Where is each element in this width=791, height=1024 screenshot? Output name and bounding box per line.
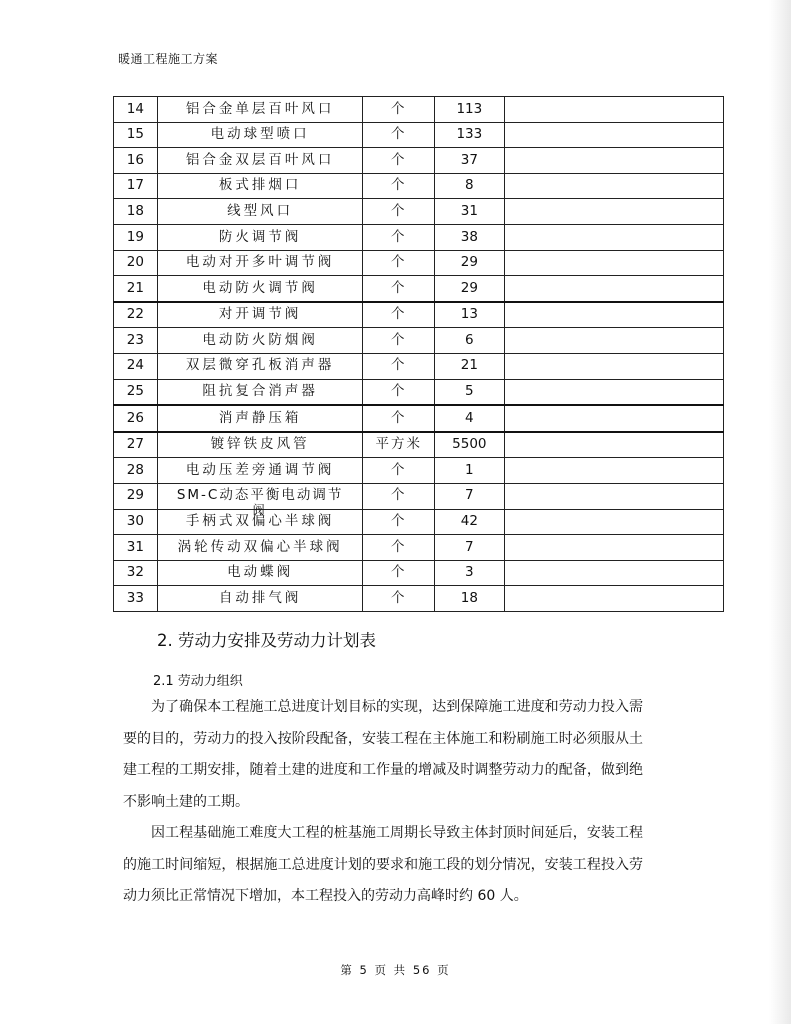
item-number-cell: 25 bbox=[114, 379, 158, 405]
item-remark-cell bbox=[504, 483, 723, 509]
item-quantity-cell: 4 bbox=[434, 405, 504, 432]
item-quantity-cell: 3 bbox=[434, 560, 504, 586]
table-row bbox=[114, 250, 724, 276]
item-number-cell: 30 bbox=[114, 509, 158, 535]
item-remark-cell bbox=[504, 302, 723, 328]
item-quantity-cell: 38 bbox=[434, 224, 504, 250]
item-name-cell: 防火调节阀 bbox=[157, 224, 363, 250]
item-number-cell: 18 bbox=[114, 199, 158, 225]
page-number-footer: 第 5 页 共 56 页 bbox=[340, 963, 451, 977]
item-number-cell: 26 bbox=[114, 405, 158, 432]
item-unit-cell: 个 bbox=[363, 250, 435, 276]
item-unit-cell: 个 bbox=[363, 148, 435, 174]
item-number-cell: 17 bbox=[114, 173, 158, 199]
item-unit-cell: 个 bbox=[363, 586, 435, 612]
equipment-quantity-table bbox=[113, 96, 724, 612]
item-remark-cell bbox=[504, 458, 723, 484]
section-title: 2. 劳动力安排及劳动力计划表 bbox=[157, 631, 376, 650]
item-unit-cell: 个 bbox=[363, 483, 435, 509]
item-name-cell: 板式排烟口 bbox=[157, 173, 363, 199]
item-remark-cell bbox=[504, 405, 723, 432]
item-unit-cell: 个 bbox=[363, 97, 435, 123]
item-name-cell: 镀锌铁皮风管 bbox=[157, 432, 363, 458]
item-quantity-cell: 29 bbox=[434, 250, 504, 276]
item-remark-cell bbox=[504, 328, 723, 354]
table-row bbox=[114, 379, 724, 405]
table-row bbox=[114, 302, 724, 328]
item-name-cell: 消声静压箱 bbox=[157, 405, 363, 432]
item-unit-cell: 个 bbox=[363, 353, 435, 379]
item-remark-cell bbox=[504, 379, 723, 405]
item-name-cell: 手柄式双偏心半球阀 bbox=[157, 509, 363, 535]
item-unit-cell: 个 bbox=[363, 199, 435, 225]
item-number-cell: 16 bbox=[114, 148, 158, 174]
item-remark-cell bbox=[504, 353, 723, 379]
table-row bbox=[114, 458, 724, 484]
item-name-cell: 双层微穿孔板消声器 bbox=[157, 353, 363, 379]
item-name-cell: 电动对开多叶调节阀 bbox=[157, 250, 363, 276]
item-remark-cell bbox=[504, 224, 723, 250]
item-unit-cell: 个 bbox=[363, 405, 435, 432]
table-row bbox=[114, 535, 724, 561]
item-quantity-cell: 8 bbox=[434, 173, 504, 199]
item-number-cell: 27 bbox=[114, 432, 158, 458]
table-row bbox=[114, 328, 724, 354]
item-remark-cell bbox=[504, 432, 723, 458]
item-remark-cell bbox=[504, 509, 723, 535]
item-unit-cell: 平方米 bbox=[363, 432, 435, 458]
item-quantity-cell: 7 bbox=[434, 483, 504, 509]
table-row bbox=[114, 432, 724, 458]
item-number-cell: 20 bbox=[114, 250, 158, 276]
item-name-cell: 电动压差旁通调节阀 bbox=[157, 458, 363, 484]
table-row bbox=[114, 586, 724, 612]
item-name-cell: 电动防火防烟阀 bbox=[157, 328, 363, 354]
item-quantity-cell: 1 bbox=[434, 458, 504, 484]
table-body bbox=[114, 97, 724, 612]
item-name-overflow-text: 阀 bbox=[252, 502, 268, 517]
table-row bbox=[114, 122, 724, 148]
item-name-cell: 电动蝶阀 bbox=[157, 560, 363, 586]
table-row bbox=[114, 353, 724, 379]
paragraph-labor-organization: 为了确保本工程施工总进度计划目标的实现，达到保障施工进度和劳动力投入需要的目的，劳动力的投入按阶段配备，安装工程在主体施工和粉刷施工时必须服从土建工程的工期安排，随着土建的进度和工作量的增减及时调整劳动力的配备，做到绝不影响土建的工期。 bbox=[123, 699, 643, 810]
item-remark-cell bbox=[504, 97, 723, 123]
item-unit-cell: 个 bbox=[363, 458, 435, 484]
table-row bbox=[114, 276, 724, 302]
item-quantity-cell: 13 bbox=[434, 302, 504, 328]
item-name-cell: 铝合金双层百叶风口 bbox=[157, 148, 363, 174]
paragraph-labor-increase: 因工程基础施工难度大工程的桩基施工周期长导致主体封顶时间延后，安装工程的施工时间缩短，根据施工总进度计划的要求和施工段的划分情况，安装工程投入劳动力须比正常情况下增加，本工程投入的劳动力高峰时约 60 人。 bbox=[123, 825, 643, 904]
item-quantity-cell: 37 bbox=[434, 148, 504, 174]
item-remark-cell bbox=[504, 560, 723, 586]
table-row bbox=[114, 173, 724, 199]
item-number-cell: 33 bbox=[114, 586, 158, 612]
item-quantity-cell: 113 bbox=[434, 97, 504, 123]
item-remark-cell bbox=[504, 535, 723, 561]
item-unit-cell: 个 bbox=[363, 302, 435, 328]
table-row bbox=[114, 224, 724, 250]
item-remark-cell bbox=[504, 122, 723, 148]
item-remark-cell bbox=[504, 173, 723, 199]
item-name-cell: 对开调节阀 bbox=[157, 302, 363, 328]
item-unit-cell: 个 bbox=[363, 173, 435, 199]
item-remark-cell bbox=[504, 250, 723, 276]
item-remark-cell bbox=[504, 199, 723, 225]
item-name-text: SM-C动态平衡电动调节 bbox=[176, 487, 344, 504]
item-number-cell: 24 bbox=[114, 353, 158, 379]
table-row bbox=[114, 97, 724, 123]
item-name-cell: 电动防火调节阀 bbox=[157, 276, 363, 302]
item-remark-cell bbox=[504, 148, 723, 174]
item-quantity-cell: 21 bbox=[434, 353, 504, 379]
item-unit-cell: 个 bbox=[363, 379, 435, 405]
item-number-cell: 29 bbox=[114, 483, 158, 509]
item-quantity-cell: 6 bbox=[434, 328, 504, 354]
item-number-cell: 23 bbox=[114, 328, 158, 354]
item-number-cell: 19 bbox=[114, 224, 158, 250]
item-number-cell: 22 bbox=[114, 302, 158, 328]
item-name-cell: 电动球型喷口 bbox=[157, 122, 363, 148]
item-quantity-cell: 42 bbox=[434, 509, 504, 535]
item-number-cell: 28 bbox=[114, 458, 158, 484]
item-unit-cell: 个 bbox=[363, 224, 435, 250]
item-quantity-cell: 5 bbox=[434, 379, 504, 405]
table-row bbox=[114, 405, 724, 432]
page-edge-shadow bbox=[769, 0, 791, 1024]
item-quantity-cell: 5500 bbox=[434, 432, 504, 458]
item-quantity-cell: 29 bbox=[434, 276, 504, 302]
item-number-cell: 21 bbox=[114, 276, 158, 302]
item-name-cell: 自动排气阀 bbox=[157, 586, 363, 612]
table-row bbox=[114, 560, 724, 586]
table-row bbox=[114, 199, 724, 225]
item-unit-cell: 个 bbox=[363, 276, 435, 302]
item-number-cell: 32 bbox=[114, 560, 158, 586]
item-quantity-cell: 18 bbox=[434, 586, 504, 612]
table-row bbox=[114, 148, 724, 174]
item-unit-cell: 个 bbox=[363, 122, 435, 148]
item-name-cell: 涡轮传动双偏心半球阀 bbox=[157, 535, 363, 561]
item-unit-cell: 个 bbox=[363, 560, 435, 586]
item-unit-cell: 个 bbox=[363, 509, 435, 535]
subsection-title: 2.1 劳动力组织 bbox=[153, 674, 243, 689]
item-number-cell: 15 bbox=[114, 122, 158, 148]
item-number-cell: 31 bbox=[114, 535, 158, 561]
item-remark-cell bbox=[504, 586, 723, 612]
table-row bbox=[114, 483, 724, 509]
item-quantity-cell: 133 bbox=[434, 122, 504, 148]
item-unit-cell: 个 bbox=[363, 535, 435, 561]
item-name-cell: 铝合金单层百叶风口 bbox=[157, 97, 363, 123]
item-name-cell bbox=[157, 483, 363, 517]
item-quantity-cell: 7 bbox=[434, 535, 504, 561]
item-name-cell: 阻抗复合消声器 bbox=[157, 379, 363, 405]
item-remark-cell bbox=[504, 276, 723, 302]
item-unit-cell: 个 bbox=[363, 328, 435, 354]
item-name-cell: 线型风口 bbox=[157, 199, 363, 225]
document-header-title: 暖通工程施工方案 bbox=[118, 52, 219, 66]
item-number-cell: 14 bbox=[114, 97, 158, 123]
item-quantity-cell: 31 bbox=[434, 199, 504, 225]
